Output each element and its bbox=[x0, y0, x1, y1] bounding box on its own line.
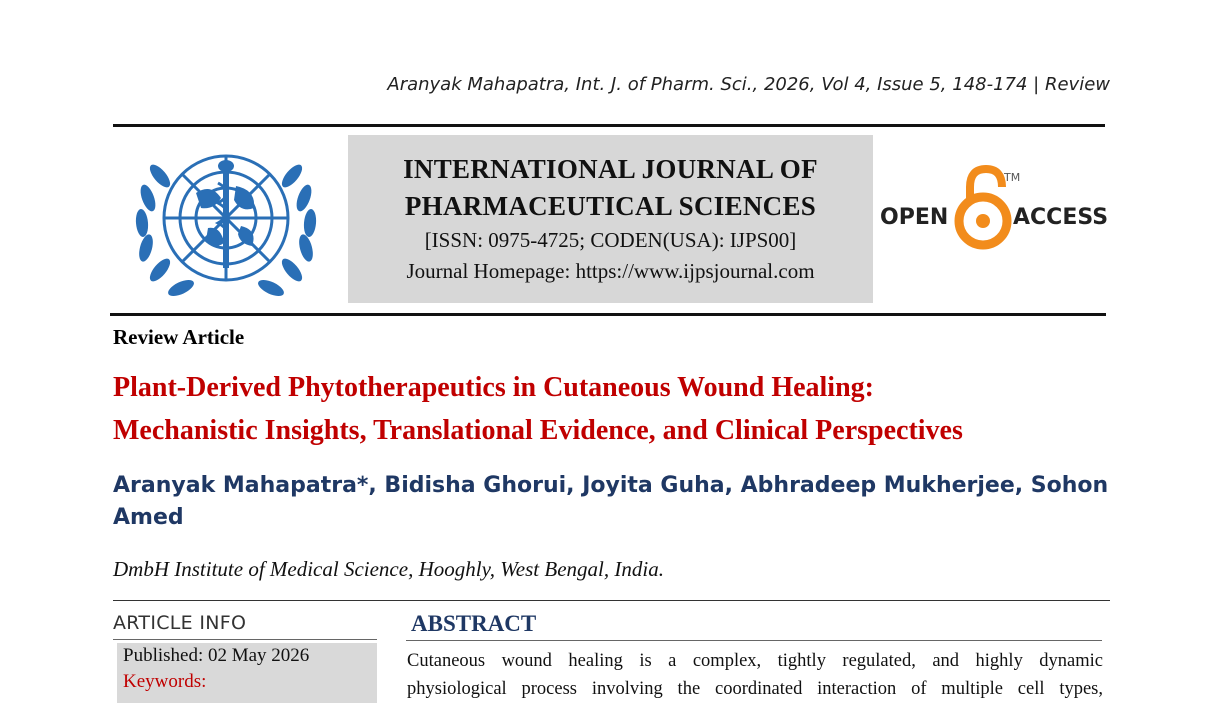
article-authors: Aranyak Mahapatra*, Bidisha Ghorui, Joyita Guha, Abhradeep Mukherjee, Sohon Amed bbox=[113, 473, 1109, 530]
open-access-tm: TM bbox=[1004, 171, 1021, 184]
journal-logo bbox=[126, 138, 326, 308]
abstract-line1: Cutaneous wound healing is a complex, tightly regulated, and highly dynamic bbox=[407, 651, 1103, 671]
header-rule-top bbox=[113, 124, 1105, 127]
open-access-lock-icon bbox=[880, 165, 1110, 255]
article-title bbox=[113, 366, 1113, 452]
article-title-line1: Plant-Derived Phytotherapeutics in Cutaneous Wound Healing: bbox=[113, 372, 874, 403]
journal-name-line2: PHARMACEUTICAL SCIENCES bbox=[404, 191, 817, 221]
article-info-heading: ARTICLE INFO bbox=[113, 612, 247, 634]
published-date: Published: 02 May 2026 bbox=[123, 645, 310, 666]
open-access-logo bbox=[880, 165, 1110, 255]
journal-name-line1: INTERNATIONAL JOURNAL OF bbox=[403, 154, 818, 184]
article-info-rule bbox=[113, 639, 377, 640]
running-head: Aranyak Mahapatra, Int. J. of Pharm. Sci., 2026, Vol 4, Issue 5, 148-174 | Review bbox=[387, 74, 1110, 95]
open-access-word1: OPEN bbox=[880, 205, 949, 230]
abstract-heading: ABSTRACT bbox=[411, 611, 537, 636]
abstract-line2: physiological process involving the coordinated interaction of multiple cell types, bbox=[407, 679, 1103, 699]
open-access-word2: ACCESS bbox=[1013, 205, 1109, 230]
keywords-label: Keywords: bbox=[123, 671, 207, 692]
article-title-line2: Mechanistic Insights, Translational Evidence, and Clinical Perspectives bbox=[113, 415, 963, 446]
journal-issn: [ISSN: 0975-4725; CODEN(USA): IJPS00] bbox=[424, 228, 797, 252]
journal-homepage[interactable]: Journal Homepage: https://www.ijpsjournal.com bbox=[406, 259, 815, 283]
abstract-rule bbox=[406, 640, 1102, 641]
globe-laurel-icon bbox=[126, 138, 326, 308]
journal-name bbox=[348, 151, 873, 225]
article-affiliation: DmbH Institute of Medical Science, Hooghly, West Bengal, India. bbox=[113, 557, 664, 581]
affiliation-rule bbox=[113, 600, 1110, 601]
article-type: Review Article bbox=[113, 325, 245, 349]
header-rule-bottom bbox=[110, 313, 1106, 316]
journal-masthead bbox=[348, 135, 873, 303]
